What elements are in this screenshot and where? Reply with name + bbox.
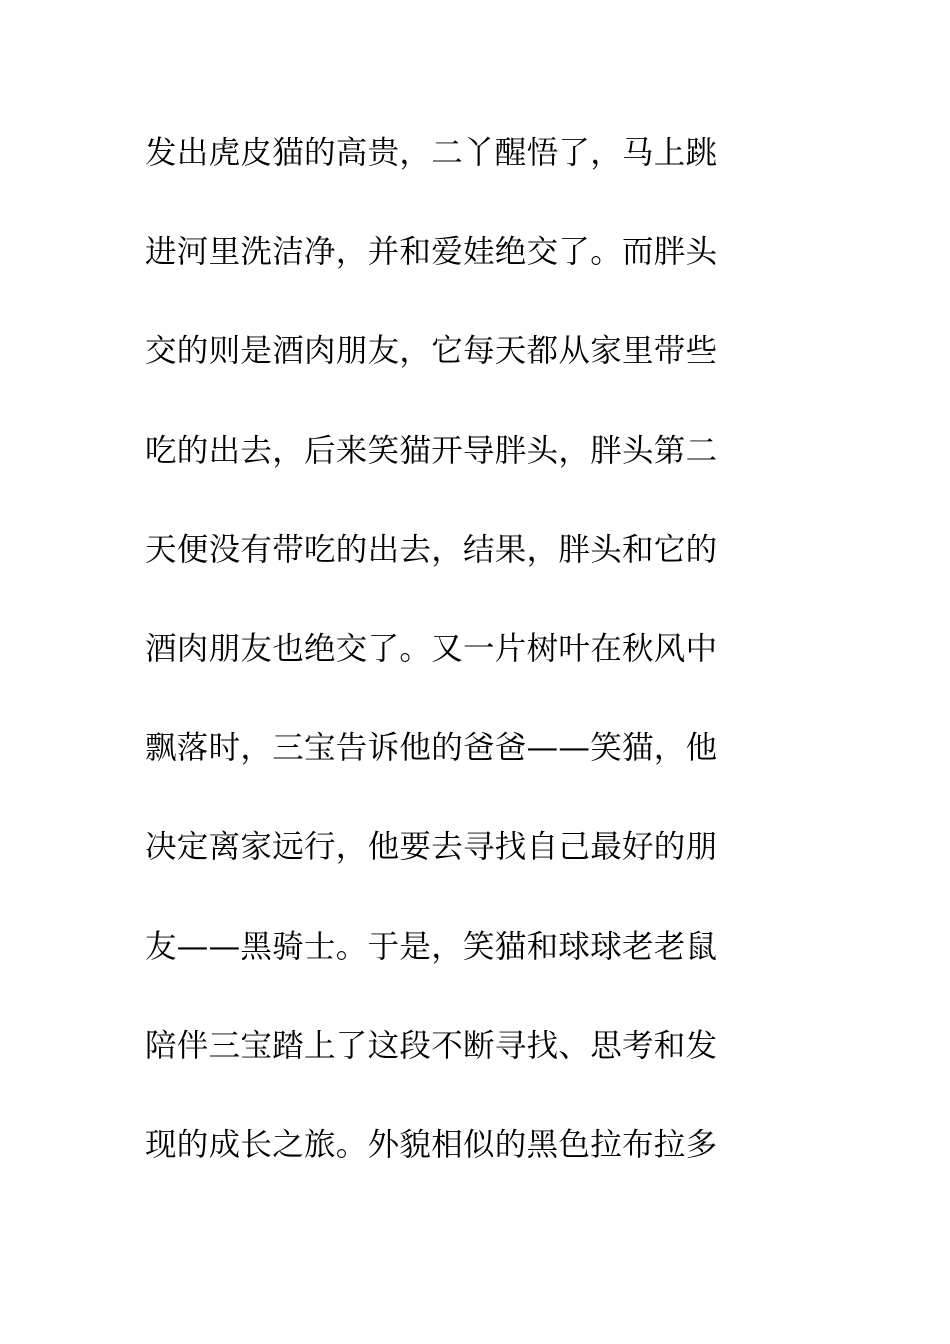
text-line: 陪伴三宝踏上了这段不断寻找、思考和发	[145, 1027, 718, 1064]
text-line: 吃的出去，后来笑猫开导胖头，胖头第二	[145, 432, 718, 469]
body-text	[145, 123, 785, 1214]
text-line: 天便没有带吃的出去，结果，胖头和它的	[145, 531, 718, 568]
text-line: 飘落时，三宝告诉他的爸爸——笑猫，他	[145, 730, 718, 767]
text-line: 决定离家远行，他要去寻找自己最好的朋	[145, 829, 718, 866]
text-line: 进河里洗洁净，并和爱娃绝交了。而胖头	[145, 234, 718, 271]
text-line: 酒肉朋友也绝交了。又一片树叶在秋风中	[145, 630, 718, 667]
text-line: 交的则是酒肉朋友，它每天都从家里带些	[145, 333, 718, 370]
text-line: 友——黑骑士。于是，笑猫和球球老老鼠	[145, 928, 718, 965]
text-line: 发出虎皮猫的高贵，二丫醒悟了，马上跳	[145, 135, 718, 171]
text-line: 现的成长之旅。外貌相似的黑色拉布拉多	[145, 1126, 718, 1163]
